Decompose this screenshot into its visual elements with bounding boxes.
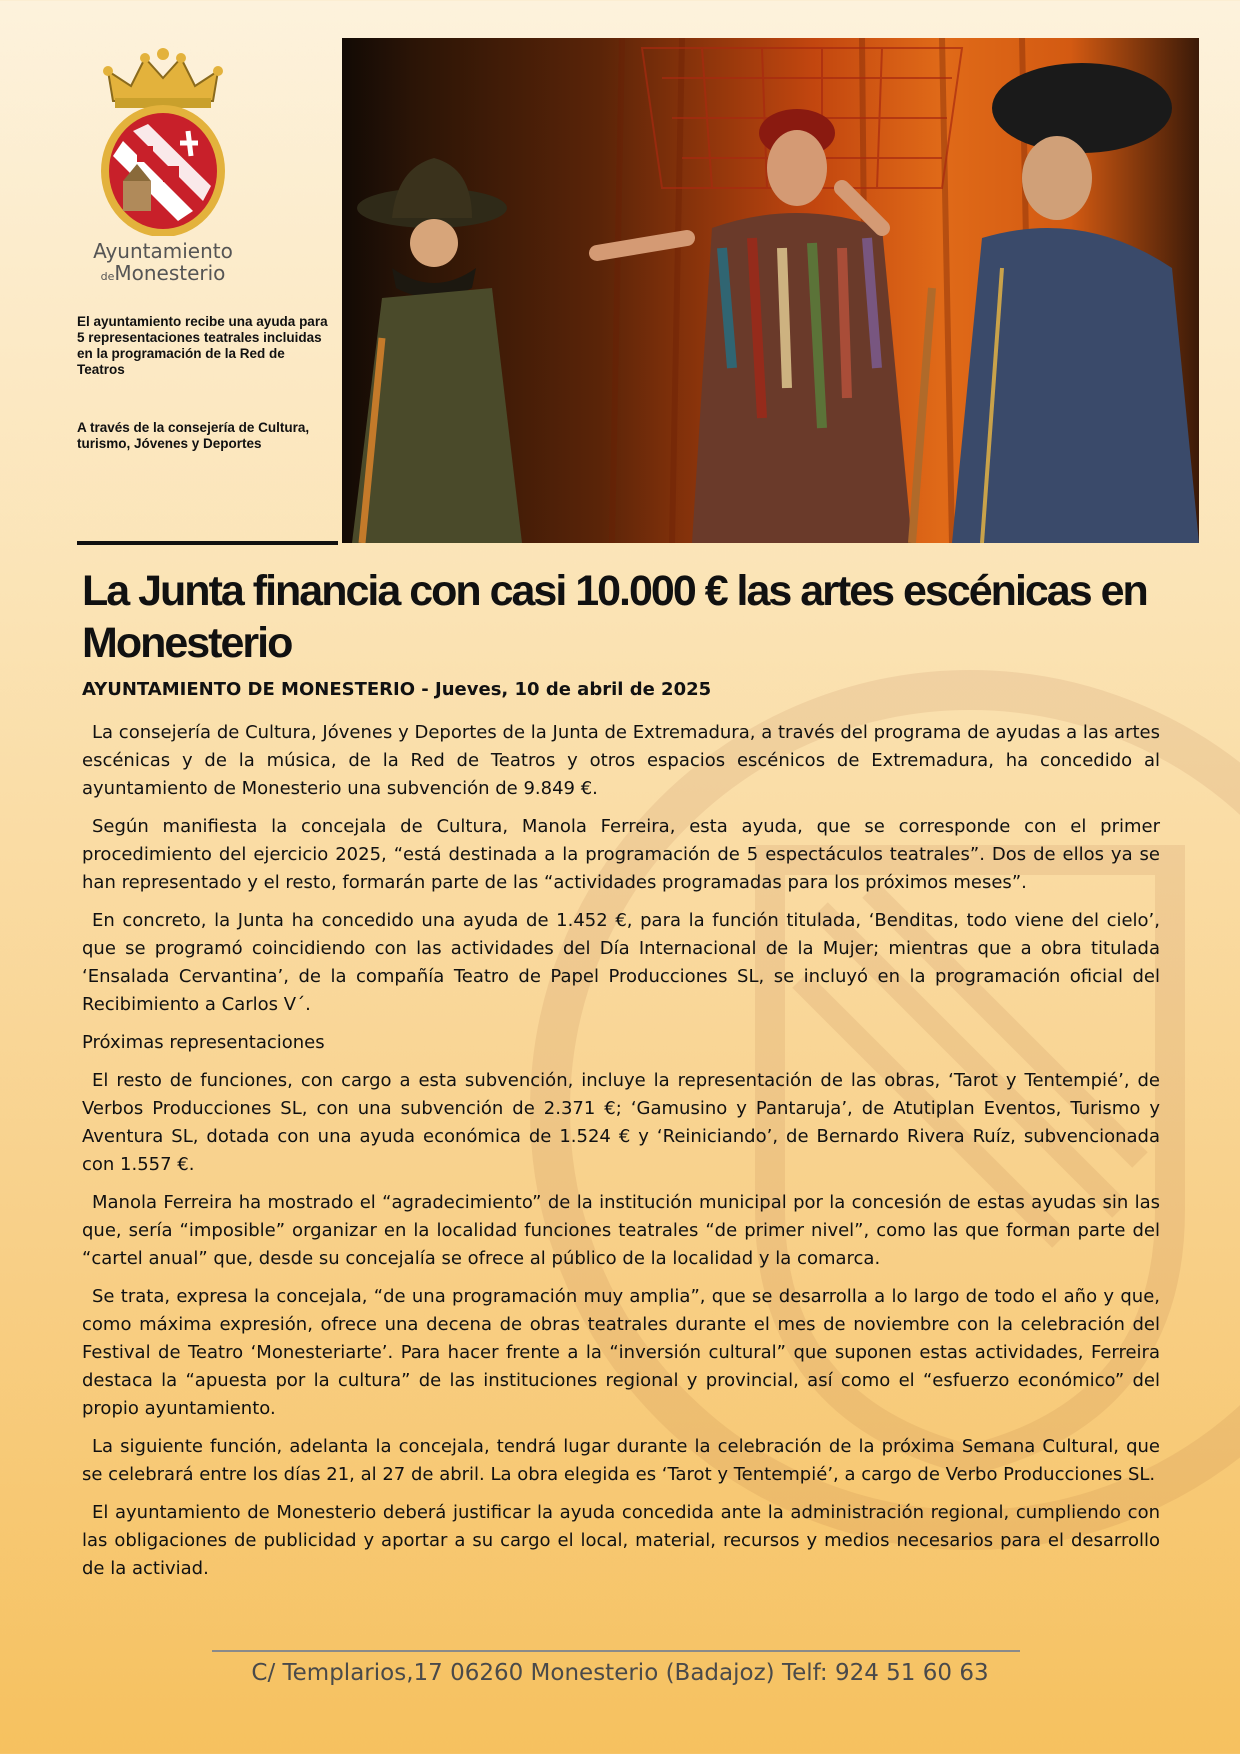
footer-address: C/ Templarios,17 06260 Monesterio (Badajoz) Telf: 924 51 60 63 xyxy=(251,1660,989,1686)
paragraph: Se trata, expresa la concejala, “de una programación muy amplia”, que se desarrolla a lo largo de todo el año y que, como máxima expresión, ofrece una decena de obras teatrales durante el mes de noviembre con la celebración del Festival de Teatro ‘Monesteriarte’. Para hacer frente a la “inversión cultural” que suponen estas actividades, Ferreira destaca la “apuesta por la cultura” de las instituciones regional y provincial, así como el “esfuerzo económico” del propio ayuntamiento. xyxy=(82,1286,1160,1419)
logo-name-line1: Ayuntamiento xyxy=(93,239,233,263)
paragraph: El resto de funciones, con cargo a esta subvención, incluye la representación de las obras, ‘Tarot y Tentempié’, de Verbos Producciones SL, con una subvención de 2.371 €; ‘Gamusino y Pantaruja’, de Atutiplan Eventos, Turismo y Aventura SL, dotada con una ayuda económica de 1.524 € y ‘Reiniciando’, de Bernardo Rivera Ruíz, subvencionada con 1.557 €. xyxy=(82,1070,1160,1175)
article-body xyxy=(82,719,1160,1593)
sidebar-divider xyxy=(77,541,338,545)
footer-divider xyxy=(212,1650,1020,1652)
sidebar-note-2: A través de la consejería de Cultura, turismo, Jóvenes y Deportes xyxy=(77,420,310,451)
logo-name-line2: Monesterio xyxy=(114,261,226,285)
headline: La Junta financia con casi 10.000 € las artes escénicas en Monesterio xyxy=(82,567,1147,667)
paragraph: En concreto, la Junta ha concedido una ayuda de 1.452 €, para la función titulada, ‘Benditas, todo viene del cielo’, que se programó coincidiendo con las actividades del Día Internacional de la Mujer; mientras que a obra titulada ‘Ensalada Cervantina’, de la compañía Teatro de Papel Producciones SL, se incluyó en la programación oficial del Recibimiento a Carlos V´. xyxy=(82,910,1160,1015)
municipal-logo xyxy=(88,46,238,288)
paragraph: El ayuntamiento de Monesterio deberá justificar la ayuda concedida ante la administración regional, cumpliendo con las obligaciones de publicidad y aportar a su cargo el local, material, recursos y medios necesarios para el desarrollo de la activiad. xyxy=(82,1502,1160,1579)
theatre-photo xyxy=(342,38,1199,543)
paragraph: Manola Ferreira ha mostrado el “agradecimiento” de la institución municipal por la concesión de estas ayudas sin las que, sería “imposible” organizar en la localidad funciones teatrales “de primer nivel”, como las que forman parte del “cartel anual” que, desde su concejalía se ofrece al público de la localidad y la comarca. xyxy=(82,1192,1160,1269)
paragraph: La consejería de Cultura, Jóvenes y Deportes de la Junta de Extremadura, a través del programa de ayudas a las artes escénicas y de la música, de la Red de Teatros y otros espacios escénicos de Extremadura, ha concedido al ayuntamiento de Monesterio una subvención de 9.849 €. xyxy=(82,722,1160,799)
subheading: Próximas representaciones xyxy=(82,1032,325,1053)
logo-name-prefix: de xyxy=(100,270,115,283)
actor-right xyxy=(912,63,1199,543)
paragraph: Según manifiesta la concejala de Cultura, Manola Ferreira, esta ayuda, que se corresponde con el primer procedimiento del ejercicio 2025, “está destinada a la programación de 5 espectáculos teatrales”. Dos de ellos ya se han representado y el resto, formarán parte de las “actividades programadas para los próximos meses”. xyxy=(82,816,1160,893)
sidebar-note-1: El ayuntamiento recibe una ayuda para 5 representaciones teatrales incluidas en la programación de la Red de Teatros xyxy=(77,314,328,377)
byline: AYUNTAMIENTO DE MONESTERIO - Jueves, 10 de abril de 2025 xyxy=(82,679,712,700)
paragraph: La siguiente función, adelanta la concejala, tendrá lugar durante la celebración de la próxima Semana Cultural, que se celebrará entre los días 21, al 27 de abril. La obra elegida es ‘Tarot y Tentempié’, a cargo de Verbo Producciones SL. xyxy=(82,1436,1160,1485)
coat-of-arms-icon xyxy=(93,46,233,236)
actor-left xyxy=(352,158,522,543)
